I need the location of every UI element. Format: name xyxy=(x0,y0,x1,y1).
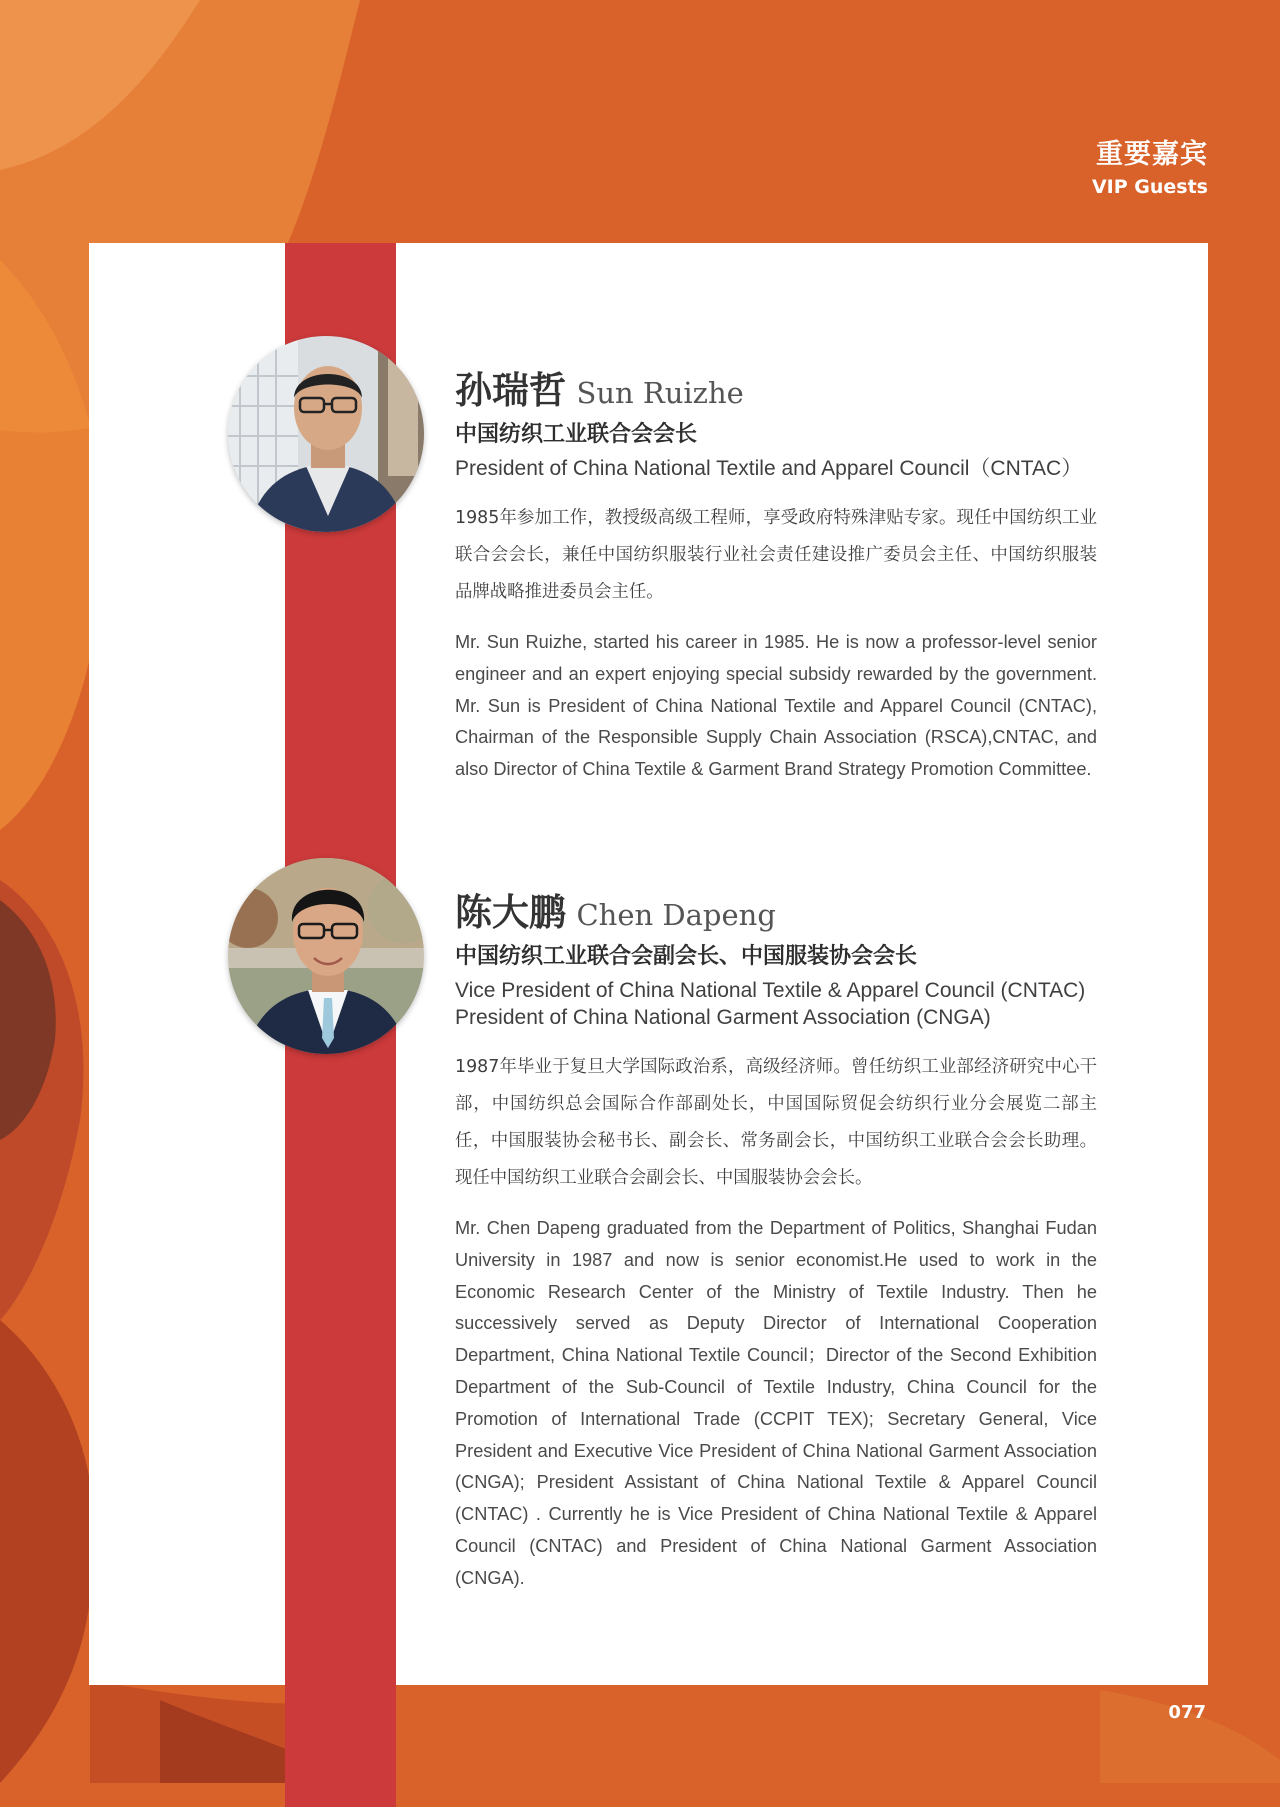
guest-title-cn: 中国纺织工业联合会会长 xyxy=(455,422,698,447)
guest-bio-en: Mr. Chen Dapeng graduated from the Department of Politics, Shanghai Fudan University in 1987 and now is senior economist.He used to work in the Economic Research Center of the Ministry of Textile Industry. Then he successively served as Deputy Director of International Cooperation Department, China National Textile Council；Director of the Second Exhibition Department of the Sub-Council of Textile Industry, China Council for the Promotion of International Trade (CCPIT TEX); Secretary General, Vice President and Executive Vice President of China National Garment Association (CNGA); President Assistant of China National Textile & Apparel Council (CNTAC) . Currently he is Vice President of China National Textile & Apparel Council (CNTAC) and President of China National Garment Association (CNGA). xyxy=(455,1218,1097,1588)
section-title-en: VIP Guests xyxy=(1091,176,1208,198)
guest-bio-cn: 1985年参加工作，教授级高级工程师，享受政府特殊津贴专家。现任中国纺织工业联合会会长，兼任中国纺织服装行业社会责任建设推广委员会主任、中国纺织服装品牌战略推进委员会主任。 xyxy=(455,508,1097,602)
avatar-sun-ruizhe xyxy=(228,336,424,532)
guest-profile-sun-ruizhe xyxy=(455,360,1097,786)
guest-bio-cn: 1987年毕业于复旦大学国际政治系，高级经济师。曾任纺织工业部经济研究中心干部，中国纺织总会国际合作部副处长，中国国际贸促会纺织行业分会展览二部主任，中国服装协会秘书长、副会长、常务副会长，中国纺织工业联合会会长助理。现任中国纺织工业联合会副会长、中国服装协会会长。 xyxy=(455,1057,1097,1188)
guest-name-en: Chen Dapeng xyxy=(576,898,776,932)
guest-title-cn: 中国纺织工业联合会副会长、中国服装协会会长 xyxy=(455,944,918,969)
section-header xyxy=(1092,138,1208,200)
guest-name-cn: 陈大鹏 xyxy=(455,891,566,934)
guest-name xyxy=(455,882,1097,932)
guest-title-en-line: Vice President of China National Textile & Apparel Council (CNTAC) xyxy=(455,979,1086,1002)
guest-name xyxy=(455,360,1097,410)
page-number: 077 xyxy=(1168,1702,1206,1723)
guest-title-en-line: President of China National Textile and Apparel Council（CNTAC） xyxy=(455,457,1083,480)
guest-bio-en: Mr. Sun Ruizhe, started his career in 1985. He is now a professor-level senior engineer and an expert enjoying special subsidy rewarded by the government. Mr. Sun is President of China National Textile and Apparel Council (CNTAC), Chairman of the Responsible Supply Chain Association (RSCA),CNTAC, and also Director of China Textile & Garment Brand Strategy Promotion Committee. xyxy=(455,632,1097,780)
guest-title-en xyxy=(455,977,1097,1031)
guest-title-en xyxy=(455,455,1097,482)
guest-profile-chen-dapeng xyxy=(455,882,1097,1595)
avatar-chen-dapeng xyxy=(228,858,424,1054)
guest-title-en-line: President of China National Garment Association (CNGA) xyxy=(455,1006,991,1029)
guest-name-cn: 孙瑞哲 xyxy=(455,369,566,412)
guest-name-en: Sun Ruizhe xyxy=(576,376,744,410)
section-title-cn: 重要嘉宾 xyxy=(1096,139,1208,170)
